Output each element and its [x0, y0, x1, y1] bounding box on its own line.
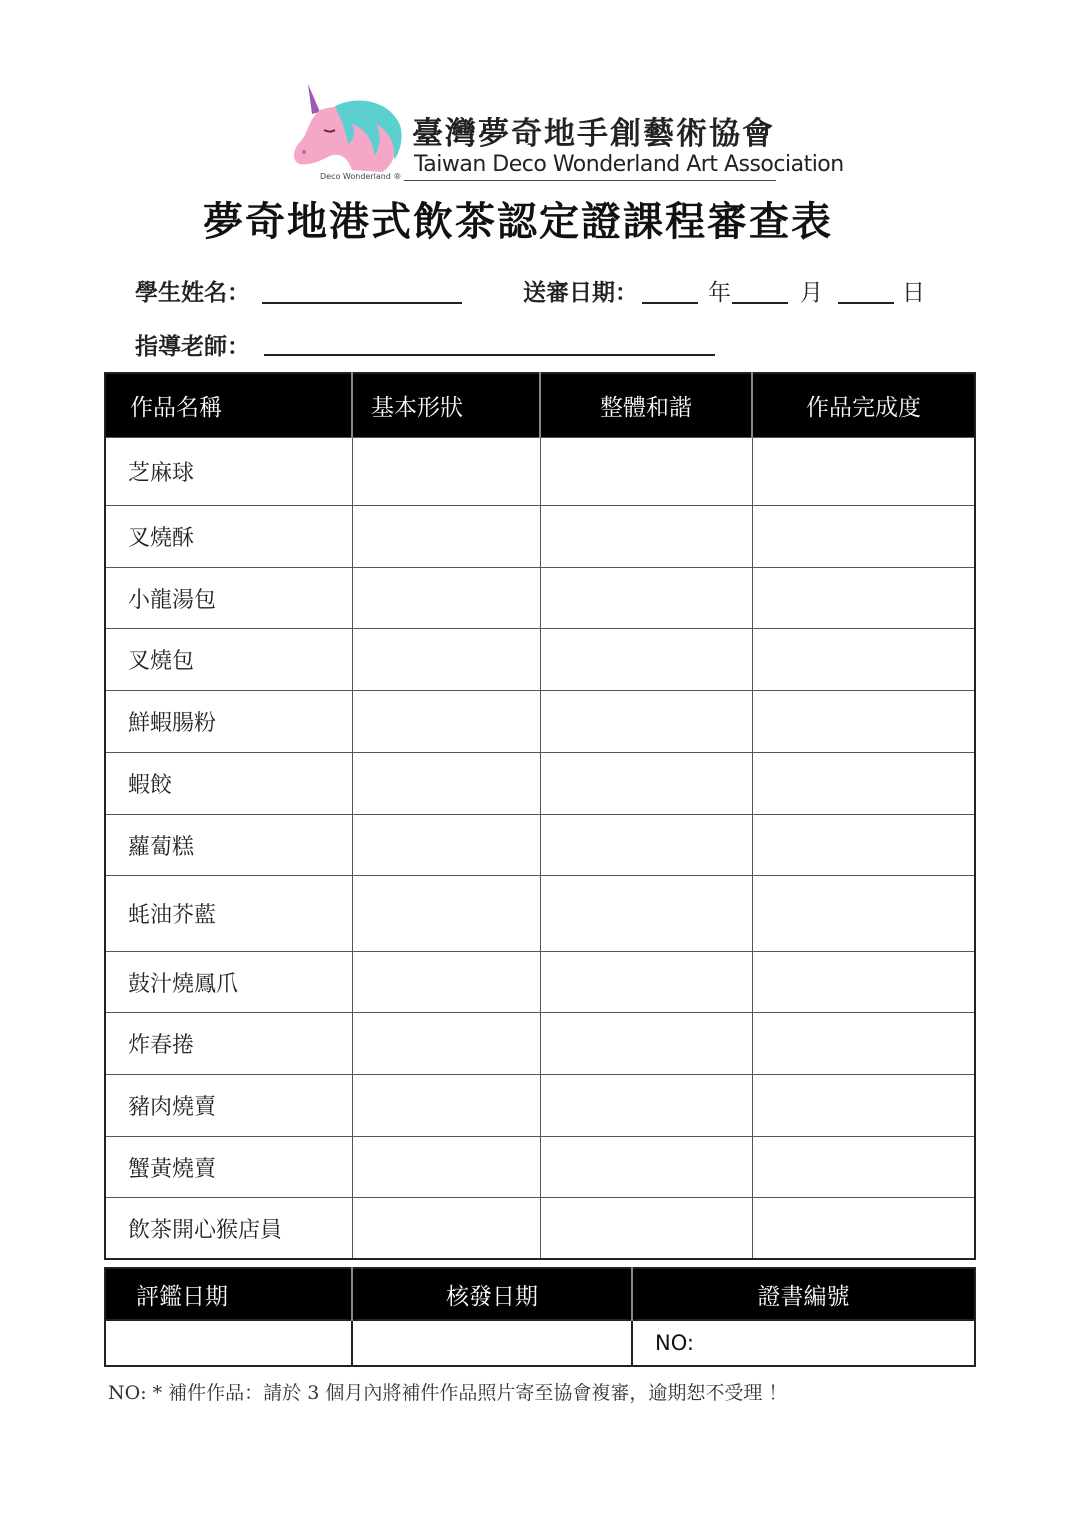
completion-cell[interactable] — [752, 1198, 975, 1260]
month-label: 月 — [800, 280, 823, 306]
item-name-cell: 蚝油芥藍 — [105, 876, 352, 952]
basic-shape-cell[interactable] — [352, 568, 540, 629]
overall-harmony-cell[interactable] — [540, 1075, 752, 1137]
table-row — [105, 952, 975, 1013]
basic-shape-cell[interactable] — [352, 438, 540, 506]
basic-shape-cell[interactable] — [352, 1075, 540, 1137]
issue-date-cell[interactable] — [352, 1320, 632, 1366]
completion-cell[interactable] — [752, 1075, 975, 1137]
item-name-cell: 蝦餃 — [105, 753, 352, 815]
student-name-field[interactable] — [262, 302, 462, 304]
item-name-cell: 叉燒酥 — [105, 506, 352, 568]
table-row — [105, 629, 975, 691]
header-basic-shape: 基本形狀 — [352, 373, 540, 438]
basic-shape-cell[interactable] — [352, 1013, 540, 1075]
org-name-en: Taiwan Deco Wonderland Art Association — [414, 152, 844, 177]
submit-month-field[interactable] — [732, 302, 788, 304]
overall-harmony-cell[interactable] — [540, 438, 752, 506]
table-row — [105, 1075, 975, 1137]
basic-shape-cell[interactable] — [352, 815, 540, 876]
item-name-cell: 飲茶開心猴店員 — [105, 1198, 352, 1260]
unicorn-icon — [290, 80, 405, 180]
completion-cell[interactable] — [752, 815, 975, 876]
year-label: 年 — [708, 280, 731, 306]
basic-shape-cell[interactable] — [352, 1137, 540, 1198]
overall-harmony-cell[interactable] — [540, 629, 752, 691]
item-name-cell: 蟹黃燒賣 — [105, 1137, 352, 1198]
item-name-cell: 蘿蔔糕 — [105, 815, 352, 876]
brand-small-text: Deco Wonderland ® — [320, 172, 402, 181]
page-title: 夢奇地港式飲茶認定證課程審查表 — [203, 198, 833, 245]
basic-shape-cell[interactable] — [352, 952, 540, 1013]
table-row — [105, 1013, 975, 1075]
certificate-number-cell[interactable] — [632, 1320, 975, 1366]
completion-cell[interactable] — [752, 952, 975, 1013]
item-name-cell: 芝麻球 — [105, 438, 352, 506]
logo-divider — [404, 180, 776, 181]
header-evaluation-date: 評鑑日期 — [105, 1268, 352, 1320]
completion-cell[interactable] — [752, 438, 975, 506]
completion-cell[interactable] — [752, 568, 975, 629]
overall-harmony-cell[interactable] — [540, 1198, 752, 1260]
table-row — [105, 691, 975, 753]
teacher-label: 指導老師： — [135, 333, 250, 360]
org-name-cn: 臺灣夢奇地手創藝術協會 — [412, 116, 775, 152]
association-logo — [290, 80, 844, 190]
overall-harmony-cell[interactable] — [540, 876, 752, 952]
overall-harmony-cell[interactable] — [540, 691, 752, 753]
header-completion: 作品完成度 — [752, 373, 975, 438]
completion-cell[interactable] — [752, 1137, 975, 1198]
footnote: NO: * 補件作品：請於 3 個月內將補件作品照片寄至協會複審，逾期恕不受理 ！ — [108, 1382, 788, 1404]
header-item-name: 作品名稱 — [105, 373, 352, 438]
item-name-cell: 鮮蝦腸粉 — [105, 691, 352, 753]
certificate-table — [104, 1267, 976, 1367]
overall-harmony-cell[interactable] — [540, 1137, 752, 1198]
item-name-cell: 炸春捲 — [105, 1013, 352, 1075]
overall-harmony-cell[interactable] — [540, 506, 752, 568]
table-row — [105, 753, 975, 815]
submit-day-field[interactable] — [838, 302, 894, 304]
review-table — [104, 372, 976, 1260]
table-row — [105, 568, 975, 629]
overall-harmony-cell[interactable] — [540, 815, 752, 876]
overall-harmony-cell[interactable] — [540, 568, 752, 629]
header-overall-harmony: 整體和諧 — [540, 373, 752, 438]
item-name-cell: 小龍湯包 — [105, 568, 352, 629]
completion-cell[interactable] — [752, 753, 975, 815]
submit-year-field[interactable] — [642, 302, 698, 304]
overall-harmony-cell[interactable] — [540, 753, 752, 815]
evaluation-date-cell[interactable] — [105, 1320, 352, 1366]
item-name-cell: 豬肉燒賣 — [105, 1075, 352, 1137]
day-label: 日 — [902, 280, 925, 306]
table-row — [105, 1137, 975, 1198]
header-certificate-number: 證書編號 — [632, 1268, 975, 1320]
student-name-label: 學生姓名： — [135, 279, 250, 306]
submit-date-label: 送審日期： — [523, 279, 638, 306]
table-row — [105, 438, 975, 506]
basic-shape-cell[interactable] — [352, 1198, 540, 1260]
basic-shape-cell[interactable] — [352, 753, 540, 815]
overall-harmony-cell[interactable] — [540, 1013, 752, 1075]
header-issue-date: 核發日期 — [352, 1268, 632, 1320]
basic-shape-cell[interactable] — [352, 506, 540, 568]
item-name-cell: 鼓汁燒鳳爪 — [105, 952, 352, 1013]
overall-harmony-cell[interactable] — [540, 952, 752, 1013]
completion-cell[interactable] — [752, 506, 975, 568]
basic-shape-cell[interactable] — [352, 876, 540, 952]
table-row — [105, 506, 975, 568]
completion-cell[interactable] — [752, 876, 975, 952]
table-row — [105, 815, 975, 876]
completion-cell[interactable] — [752, 1013, 975, 1075]
completion-cell[interactable] — [752, 691, 975, 753]
basic-shape-cell[interactable] — [352, 629, 540, 691]
table-row — [105, 1198, 975, 1260]
item-name-cell: 叉燒包 — [105, 629, 352, 691]
table-row — [105, 876, 975, 952]
teacher-field[interactable] — [264, 354, 715, 356]
basic-shape-cell[interactable] — [352, 691, 540, 753]
completion-cell[interactable] — [752, 629, 975, 691]
cert-no-label: NO: — [655, 1331, 694, 1355]
